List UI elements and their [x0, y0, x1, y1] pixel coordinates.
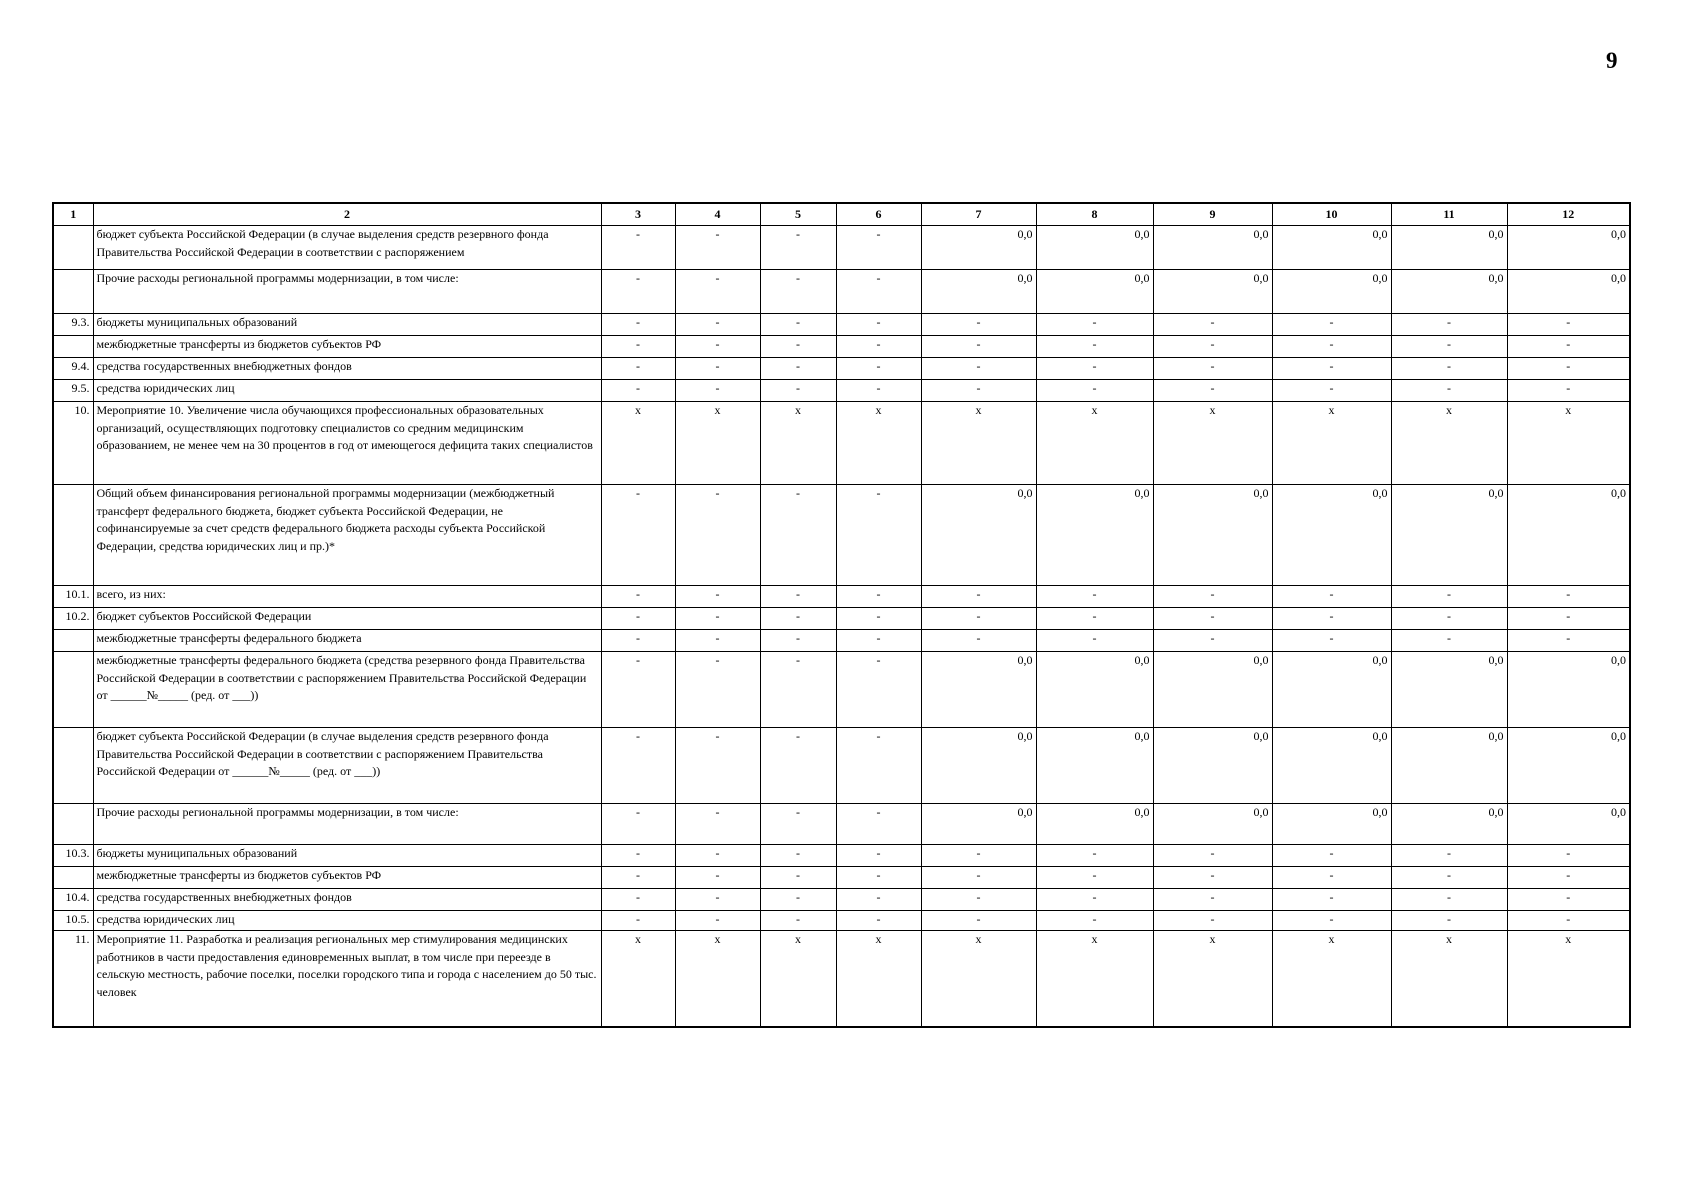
row-description: Мероприятие 10. Увеличение числа обучающихся профессиональных образовательных организаций, осуществляющих подготовку специалистов со средним медицинским образованием, не менее чем на 30 процентов в год от имеющегося дефицита таких специалистов	[93, 402, 601, 485]
value-cell: х	[921, 931, 1036, 1027]
value-cell: -	[760, 314, 836, 336]
value-cell: 0,0	[921, 485, 1036, 586]
value-cell: -	[1272, 380, 1391, 402]
row-number: 9.4.	[53, 358, 93, 380]
row-number	[53, 728, 93, 804]
row-number	[53, 226, 93, 270]
value-cell: -	[675, 226, 760, 270]
value-cell: -	[1036, 608, 1153, 630]
table-row	[53, 608, 1630, 630]
value-cell: 0,0	[1153, 485, 1272, 586]
value-cell: -	[601, 630, 675, 652]
value-cell: -	[601, 845, 675, 867]
table-row	[53, 336, 1630, 358]
table-row	[53, 270, 1630, 314]
row-number: 10.2.	[53, 608, 93, 630]
value-cell: -	[836, 608, 921, 630]
value-cell: -	[1036, 867, 1153, 889]
value-cell: -	[601, 867, 675, 889]
table-row	[53, 931, 1630, 1027]
value-cell: -	[1036, 358, 1153, 380]
header-cell: 2	[93, 203, 601, 226]
value-cell: -	[1507, 586, 1630, 608]
value-cell: -	[1153, 630, 1272, 652]
value-cell: -	[1507, 867, 1630, 889]
value-cell: -	[1272, 911, 1391, 931]
table-row	[53, 652, 1630, 728]
table-row	[53, 402, 1630, 485]
value-cell: -	[1153, 314, 1272, 336]
value-cell: -	[1153, 889, 1272, 911]
value-cell: -	[1153, 358, 1272, 380]
value-cell: -	[601, 911, 675, 931]
value-cell: -	[836, 380, 921, 402]
value-cell: -	[1272, 845, 1391, 867]
value-cell: -	[1507, 336, 1630, 358]
value-cell: х	[1153, 402, 1272, 485]
value-cell: -	[760, 804, 836, 845]
value-cell: -	[601, 652, 675, 728]
header-cell: 3	[601, 203, 675, 226]
value-cell: 0,0	[1153, 728, 1272, 804]
value-cell: 0,0	[1391, 652, 1507, 728]
value-cell: х	[1153, 931, 1272, 1027]
value-cell: -	[675, 911, 760, 931]
value-cell: -	[675, 336, 760, 358]
value-cell: 0,0	[1391, 270, 1507, 314]
value-cell: -	[1036, 630, 1153, 652]
value-cell: -	[836, 728, 921, 804]
value-cell: -	[921, 845, 1036, 867]
value-cell: 0,0	[1153, 804, 1272, 845]
row-description: Прочие расходы региональной программы модернизации, в том числе:	[93, 270, 601, 314]
value-cell: -	[675, 380, 760, 402]
value-cell: -	[921, 911, 1036, 931]
value-cell: х	[760, 931, 836, 1027]
page-number: 9	[1606, 48, 1618, 73]
value-cell: 0,0	[921, 804, 1036, 845]
value-cell: -	[1507, 608, 1630, 630]
value-cell: -	[601, 380, 675, 402]
value-cell: -	[1391, 867, 1507, 889]
value-cell: 0,0	[1272, 804, 1391, 845]
header-row	[53, 203, 1630, 226]
value-cell: -	[921, 867, 1036, 889]
table-row	[53, 226, 1630, 270]
row-description: межбюджетные трансферты федерального бюджета	[93, 630, 601, 652]
header-cell: 7	[921, 203, 1036, 226]
table-row	[53, 586, 1630, 608]
value-cell: 0,0	[1272, 652, 1391, 728]
value-cell: -	[1272, 314, 1391, 336]
value-cell: -	[836, 336, 921, 358]
value-cell: х	[836, 931, 921, 1027]
table-row	[53, 911, 1630, 931]
table-row	[53, 889, 1630, 911]
value-cell: -	[601, 728, 675, 804]
row-number: 10.3.	[53, 845, 93, 867]
value-cell: 0,0	[1036, 728, 1153, 804]
value-cell: -	[1272, 630, 1391, 652]
value-cell: 0,0	[1153, 652, 1272, 728]
value-cell: -	[760, 652, 836, 728]
row-description: средства юридических лиц	[93, 380, 601, 402]
value-cell: х	[1391, 931, 1507, 1027]
value-cell: -	[1153, 336, 1272, 358]
header-cell: 10	[1272, 203, 1391, 226]
value-cell: -	[601, 358, 675, 380]
value-cell: -	[760, 845, 836, 867]
value-cell: -	[1507, 911, 1630, 931]
value-cell: -	[1391, 608, 1507, 630]
value-cell: х	[760, 402, 836, 485]
value-cell: -	[1036, 380, 1153, 402]
value-cell: 0,0	[1507, 652, 1630, 728]
row-number: 11.	[53, 931, 93, 1027]
value-cell: -	[675, 358, 760, 380]
row-description: средства государственных внебюджетных фондов	[93, 358, 601, 380]
value-cell: -	[675, 652, 760, 728]
row-number	[53, 652, 93, 728]
row-description: межбюджетные трансферты федерального бюджета (средства резервного фонда Правительства Российской Федерации в соответствии с распоряжением Правительства Российской Федерации от ______№_____ (ред. от ___))	[93, 652, 601, 728]
value-cell: 0,0	[921, 226, 1036, 270]
value-cell: -	[601, 336, 675, 358]
value-cell: -	[675, 485, 760, 586]
value-cell: -	[836, 889, 921, 911]
value-cell: -	[1507, 845, 1630, 867]
value-cell: 0,0	[1272, 728, 1391, 804]
value-cell: -	[1272, 867, 1391, 889]
value-cell: -	[836, 652, 921, 728]
value-cell: -	[836, 270, 921, 314]
row-description: бюджет субъекта Российской Федерации (в случае выделения средств резервного фонда Правительства Российской Федерации в соответствии с распоряжением	[93, 226, 601, 270]
row-description: бюджеты муниципальных образований	[93, 314, 601, 336]
value-cell: х	[1036, 402, 1153, 485]
value-cell: 0,0	[1391, 804, 1507, 845]
table-row	[53, 630, 1630, 652]
value-cell: 0,0	[1391, 226, 1507, 270]
value-cell: -	[1153, 380, 1272, 402]
value-cell: -	[601, 804, 675, 845]
value-cell: -	[601, 608, 675, 630]
value-cell: -	[760, 226, 836, 270]
row-number: 9.3.	[53, 314, 93, 336]
financing-table	[52, 202, 1631, 1028]
value-cell: х	[1036, 931, 1153, 1027]
value-cell: х	[601, 402, 675, 485]
row-description: бюджет субъектов Российской Федерации	[93, 608, 601, 630]
value-cell: -	[1272, 608, 1391, 630]
value-cell: 0,0	[921, 270, 1036, 314]
value-cell: х	[836, 402, 921, 485]
value-cell: х	[675, 931, 760, 1027]
row-number: 10.4.	[53, 889, 93, 911]
value-cell: -	[760, 586, 836, 608]
value-cell: -	[760, 608, 836, 630]
row-description: Мероприятие 11. Разработка и реализация региональных мер стимулирования медицинских работников в части предоставления единовременных выплат, в том числе при переезде в сельскую местность, рабочие поселки, поселки городского типа и города с населением до 50 тыс. человек	[93, 931, 601, 1027]
value-cell: -	[760, 358, 836, 380]
value-cell: -	[1507, 630, 1630, 652]
value-cell: -	[601, 586, 675, 608]
row-description: всего, из них:	[93, 586, 601, 608]
value-cell: -	[1036, 314, 1153, 336]
value-cell: -	[1272, 889, 1391, 911]
value-cell: -	[675, 889, 760, 911]
value-cell: -	[1391, 586, 1507, 608]
value-cell: 0,0	[1272, 226, 1391, 270]
header-cell: 5	[760, 203, 836, 226]
value-cell: -	[601, 270, 675, 314]
value-cell: -	[836, 586, 921, 608]
value-cell: -	[675, 630, 760, 652]
value-cell: -	[675, 608, 760, 630]
table-row	[53, 845, 1630, 867]
value-cell: х	[1507, 931, 1630, 1027]
value-cell: -	[760, 911, 836, 931]
value-cell: -	[601, 226, 675, 270]
value-cell: -	[675, 845, 760, 867]
value-cell: -	[1391, 380, 1507, 402]
value-cell: -	[1391, 358, 1507, 380]
value-cell: -	[836, 358, 921, 380]
value-cell: -	[760, 485, 836, 586]
value-cell: -	[1153, 586, 1272, 608]
value-cell: -	[601, 889, 675, 911]
value-cell: -	[921, 630, 1036, 652]
value-cell: 0,0	[1507, 226, 1630, 270]
value-cell: 0,0	[1507, 728, 1630, 804]
value-cell: 0,0	[1272, 270, 1391, 314]
value-cell: -	[921, 314, 1036, 336]
header-cell: 6	[836, 203, 921, 226]
value-cell: 0,0	[1153, 270, 1272, 314]
value-cell: -	[1391, 314, 1507, 336]
row-number	[53, 804, 93, 845]
header-cell: 4	[675, 203, 760, 226]
header-cell: 1	[53, 203, 93, 226]
value-cell: -	[1391, 336, 1507, 358]
value-cell: -	[921, 586, 1036, 608]
value-cell: -	[1507, 358, 1630, 380]
table-row	[53, 358, 1630, 380]
value-cell: 0,0	[1036, 485, 1153, 586]
table-row	[53, 485, 1630, 586]
table-row	[53, 380, 1630, 402]
value-cell: 0,0	[921, 652, 1036, 728]
table-row	[53, 804, 1630, 845]
value-cell: -	[921, 608, 1036, 630]
value-cell: -	[1036, 586, 1153, 608]
value-cell: -	[601, 485, 675, 586]
value-cell: -	[760, 728, 836, 804]
value-cell: -	[836, 485, 921, 586]
value-cell: -	[1036, 845, 1153, 867]
value-cell: 0,0	[1507, 804, 1630, 845]
table-row	[53, 314, 1630, 336]
table-row	[53, 728, 1630, 804]
row-description: средства государственных внебюджетных фондов	[93, 889, 601, 911]
table-body	[53, 203, 1630, 1027]
row-description: бюджеты муниципальных образований	[93, 845, 601, 867]
value-cell: 0,0	[1036, 226, 1153, 270]
value-cell: -	[1391, 911, 1507, 931]
value-cell: -	[1153, 608, 1272, 630]
value-cell: -	[675, 270, 760, 314]
value-cell: -	[1153, 911, 1272, 931]
value-cell: х	[1507, 402, 1630, 485]
value-cell: х	[1391, 402, 1507, 485]
header-cell: 8	[1036, 203, 1153, 226]
value-cell: -	[1391, 630, 1507, 652]
value-cell: х	[675, 402, 760, 485]
value-cell: -	[1153, 845, 1272, 867]
value-cell: -	[760, 889, 836, 911]
value-cell: -	[675, 586, 760, 608]
value-cell: х	[1272, 931, 1391, 1027]
row-number	[53, 485, 93, 586]
value-cell: -	[1507, 380, 1630, 402]
row-number: 9.5.	[53, 380, 93, 402]
value-cell: -	[1272, 336, 1391, 358]
value-cell: -	[921, 336, 1036, 358]
value-cell: -	[760, 380, 836, 402]
value-cell: 0,0	[1272, 485, 1391, 586]
value-cell: х	[601, 931, 675, 1027]
row-number: 10.	[53, 402, 93, 485]
row-description: межбюджетные трансферты из бюджетов субъектов РФ	[93, 867, 601, 889]
value-cell: -	[836, 314, 921, 336]
value-cell: -	[760, 630, 836, 652]
value-cell: -	[1036, 336, 1153, 358]
value-cell: 0,0	[1507, 270, 1630, 314]
value-cell: 0,0	[1036, 804, 1153, 845]
value-cell: -	[601, 314, 675, 336]
row-number	[53, 867, 93, 889]
value-cell: -	[675, 867, 760, 889]
value-cell: 0,0	[1153, 226, 1272, 270]
value-cell: -	[921, 358, 1036, 380]
header-cell: 9	[1153, 203, 1272, 226]
value-cell: -	[1391, 845, 1507, 867]
value-cell: -	[1153, 867, 1272, 889]
header-cell: 11	[1391, 203, 1507, 226]
row-description: средства юридических лиц	[93, 911, 601, 931]
value-cell: -	[921, 889, 1036, 911]
row-number	[53, 270, 93, 314]
value-cell: -	[760, 270, 836, 314]
row-number: 10.1.	[53, 586, 93, 608]
value-cell: -	[1036, 911, 1153, 931]
row-description: бюджет субъекта Российской Федерации (в случае выделения средств резервного фонда Правительства Российской Федерации в соответствии с распоряжением Правительства Российской Федерации от ______№_____ (ред. от ___))	[93, 728, 601, 804]
value-cell: 0,0	[1036, 270, 1153, 314]
value-cell: -	[1391, 889, 1507, 911]
value-cell: -	[1507, 314, 1630, 336]
value-cell: -	[836, 911, 921, 931]
value-cell: -	[675, 728, 760, 804]
value-cell: -	[1507, 889, 1630, 911]
value-cell: 0,0	[1036, 652, 1153, 728]
value-cell: -	[675, 314, 760, 336]
value-cell: -	[836, 226, 921, 270]
value-cell: 0,0	[1391, 728, 1507, 804]
table-row	[53, 867, 1630, 889]
value-cell: -	[1036, 889, 1153, 911]
row-number: 10.5.	[53, 911, 93, 931]
value-cell: х	[1272, 402, 1391, 485]
row-number	[53, 336, 93, 358]
row-description: межбюджетные трансферты из бюджетов субъектов РФ	[93, 336, 601, 358]
value-cell: -	[1272, 358, 1391, 380]
value-cell: 0,0	[921, 728, 1036, 804]
value-cell: -	[836, 867, 921, 889]
row-description: Прочие расходы региональной программы модернизации, в том числе:	[93, 804, 601, 845]
value-cell: -	[836, 630, 921, 652]
value-cell: -	[760, 336, 836, 358]
value-cell: -	[921, 380, 1036, 402]
header-cell: 12	[1507, 203, 1630, 226]
row-description: Общий объем финансирования региональной программы модернизации (межбюджетный трансферт федерального бюджета, бюджет субъекта Российской Федерации, не софинансируемые за счет средств федерального бюджета расходы субъекта Российской Федерации, средства юридических лиц и пр.)*	[93, 485, 601, 586]
value-cell: -	[675, 804, 760, 845]
value-cell: 0,0	[1391, 485, 1507, 586]
value-cell: -	[836, 804, 921, 845]
value-cell: 0,0	[1507, 485, 1630, 586]
value-cell: -	[1272, 586, 1391, 608]
value-cell: х	[921, 402, 1036, 485]
value-cell: -	[836, 845, 921, 867]
value-cell: -	[760, 867, 836, 889]
row-number	[53, 630, 93, 652]
